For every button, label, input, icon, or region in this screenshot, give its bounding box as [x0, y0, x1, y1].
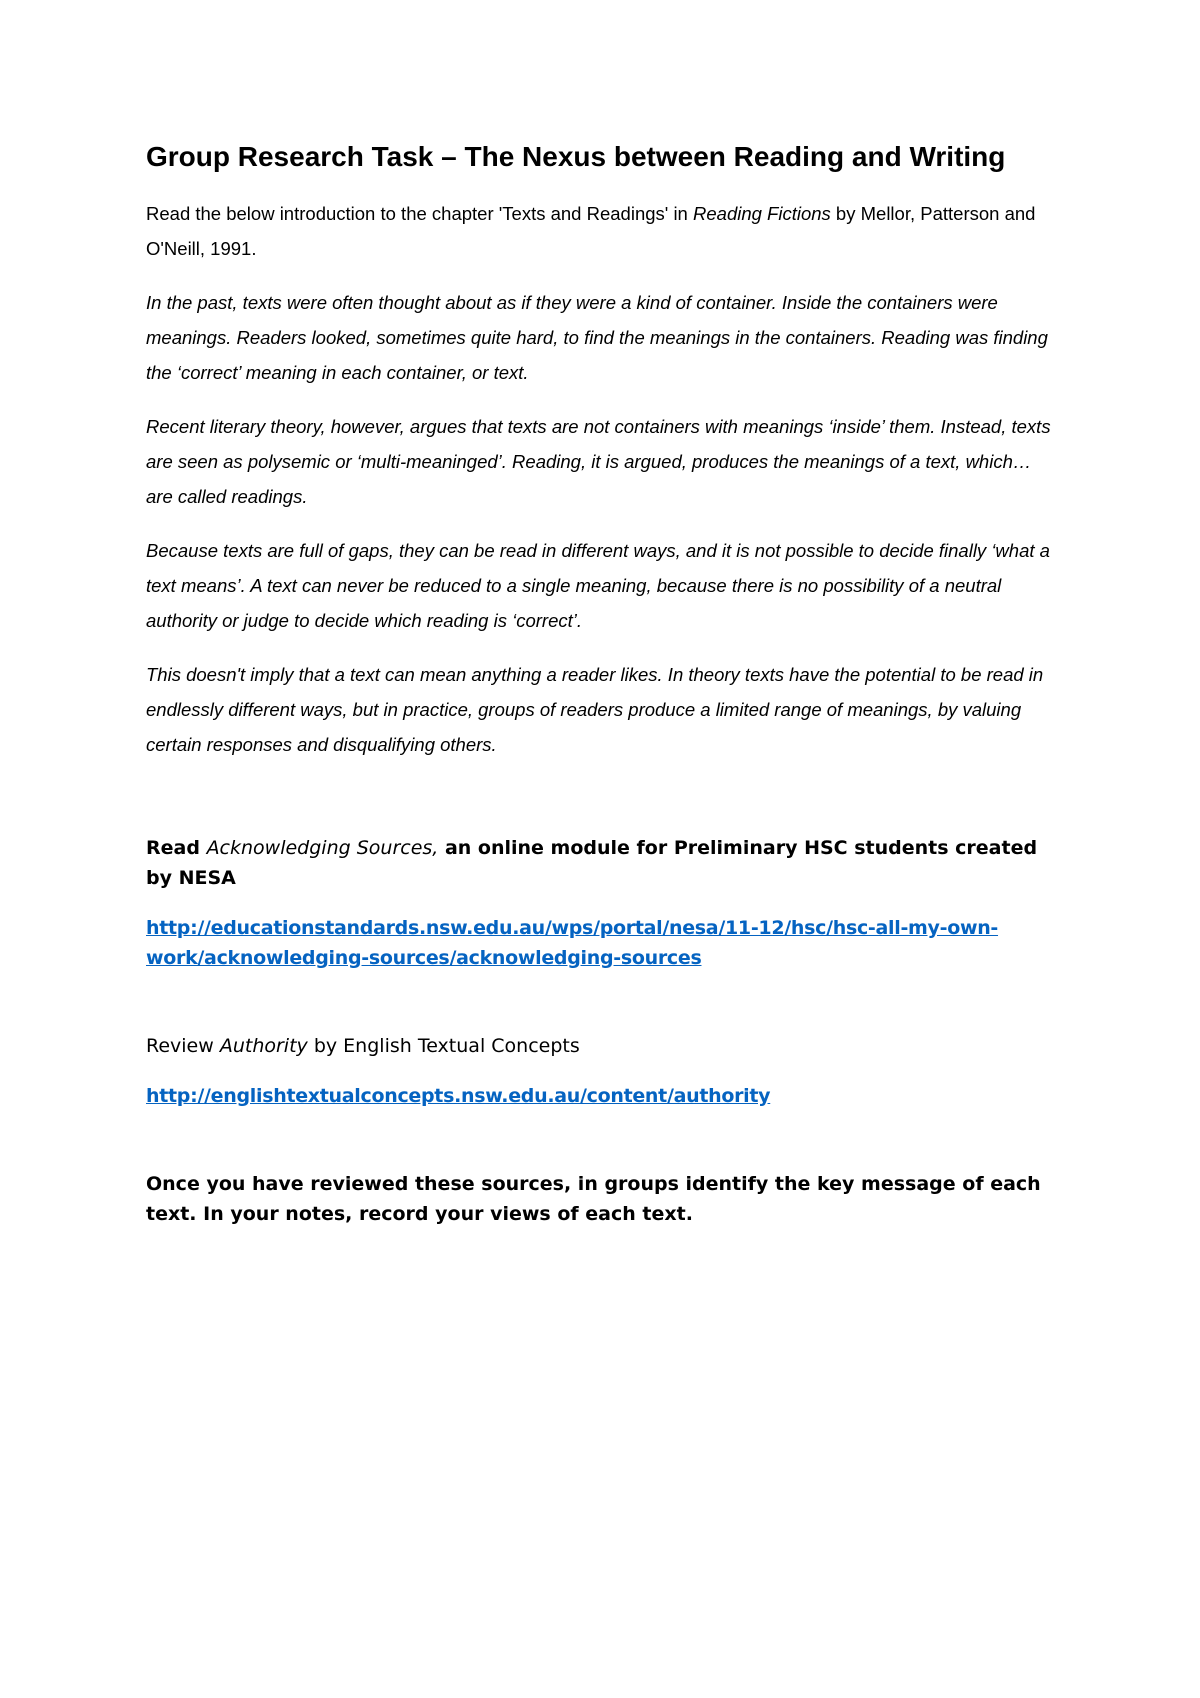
source2-link-paragraph — [146, 1081, 1056, 1111]
document-title: Group Research Task – The Nexus between Reading and Writing — [146, 141, 1006, 172]
spacer — [146, 781, 1056, 833]
source2-link[interactable]: http://englishtextualconcepts.nsw.edu.au/content/authority — [146, 1085, 771, 1107]
spacer — [146, 993, 1056, 1031]
source1-heading — [146, 833, 1056, 893]
source1-link-paragraph — [146, 913, 1056, 973]
source2-text-before: Review — [146, 1035, 220, 1057]
source1-link[interactable] — [146, 917, 998, 969]
source2-heading — [146, 1031, 1056, 1061]
intro-text-before: Read the below introduction to the chapter 'Texts and Readings' in — [146, 203, 693, 224]
quote-paragraph-4: This doesn't imply that a text can mean anything a reader likes. In theory texts have the potential to be read in endlessly different ways, but in practice, groups of readers produce a limited range of meanings, by valuing certain responses and disqualifying others. — [146, 664, 1044, 755]
source1-title: Acknowledging Sources, — [206, 837, 439, 859]
intro-paragraph — [146, 196, 1056, 266]
source1-link-line2[interactable]: work/acknowledging-sources/acknowledging-sources — [146, 947, 702, 969]
intro-book-title: Reading Fictions — [693, 203, 831, 224]
source2-text-after: by English Textual Concepts — [307, 1035, 580, 1057]
spacer — [146, 1131, 1056, 1169]
document-page — [146, 140, 1056, 1249]
source1-text-after: an online module for Preliminary HSC students created by NESA — [146, 837, 1038, 889]
quote-paragraph-1: In the past, texts were often thought about as if they were a kind of container. Inside the containers were meanings. Readers looked, sometimes quite hard, to find the meanings in the containers. Reading was finding the ‘correct’ meaning in each container, or text. — [146, 292, 1048, 383]
intro-text-after: by Mellor, Patterson and O'Neill, 1991. — [146, 203, 1036, 259]
source1-link-line1[interactable]: http://educationstandards.nsw.edu.au/wps/portal/nesa/11-12/hsc/hsc-all-my-own- — [146, 917, 999, 939]
source1-text-before: Read — [146, 837, 207, 859]
source2-title: Authority — [219, 1035, 308, 1057]
closing-instruction: Once you have reviewed these sources, in groups identify the key message of each text. In your notes, record your views of each text. — [146, 1173, 1041, 1225]
quote-paragraph-3: Because texts are full of gaps, they can be read in different ways, and it is not possible to decide finally ‘what a text means’. A text can never be reduced to a single meaning, because there is no possibility of a neutral authority or judge to decide which reading is ‘correct’. — [146, 540, 1050, 631]
quote-paragraph-2: Recent literary theory, however, argues that texts are not containers with meanings ‘inside’ them. Instead, texts are seen as polysemic or ‘multi-meaninged’. Reading, it is argued, produces the meanings of a text, which…are called readings. — [146, 416, 1051, 507]
